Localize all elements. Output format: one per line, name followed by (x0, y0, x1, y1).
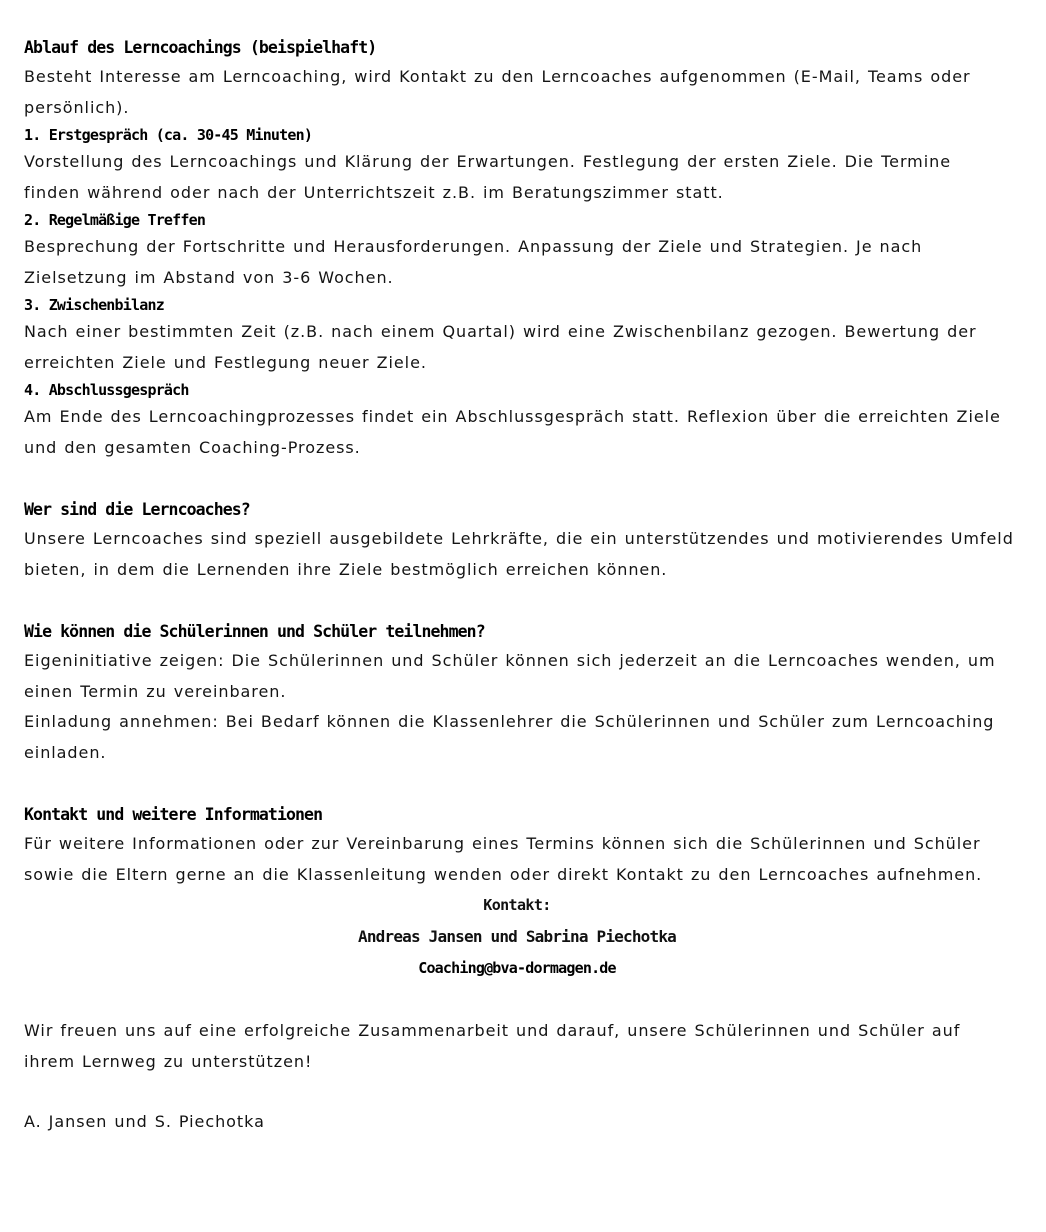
section-kontakt (24, 801, 1014, 983)
kontakt-heading: Kontakt und weitere Informationen (24, 805, 323, 824)
document-page (24, 34, 1014, 1138)
coaches-text: Unsere Lerncoaches sind speziell ausgebildete Lehrkräfte, die ein unterstützendes und motivierendes Umfeld bieten, in dem die Lernenden ihre Ziele bestmöglich erreichen können. (24, 529, 1014, 579)
step-2-title: 2. Regelmäßige Treffen (24, 211, 206, 229)
step-1-title: 1. Erstgespräch (ca. 30-45 Minuten) (24, 126, 313, 144)
step-3-text: Nach einer bestimmten Zeit (z.B. nach einem Quartal) wird eine Zwischenbilanz gezogen. Bewertung der erreichten Ziele und Festlegung neuer Ziele. (24, 322, 977, 372)
contact-block (24, 890, 1010, 983)
contact-label: Kontakt: (483, 896, 551, 914)
step-2-text: Besprechung der Fortschritte und Herausforderungen. Anpassung der Ziele und Strategien. Je nach Zielsetzung im Abstand von 3-6 Wochen. (24, 237, 923, 287)
signature: A. Jansen und S. Piechotka (24, 1112, 265, 1131)
step-2 (24, 208, 1014, 293)
step-4-text: Am Ende des Lerncoachingprozesses findet ein Abschlussgespräch statt. Reflexion über die erreichten Ziele und den gesamten Coaching-Prozess. (24, 407, 1001, 457)
spacer (24, 1077, 1014, 1107)
kontakt-text: Für weitere Informationen oder zur Vereinbarung eines Termins können sich die Schülerinnen und Schüler sowie die Eltern gerne an die Klassenleitung wenden oder direkt Kontakt zu den Lerncoaches aufnehmen. (24, 834, 983, 884)
coaches-heading: Wer sind die Lerncoaches? (24, 500, 250, 519)
teilnahme-heading: Wie können die Schülerinnen und Schüler teilnehmen? (24, 622, 485, 641)
step-1-text: Vorstellung des Lerncoachings und Klärung der Erwartungen. Festlegung der ersten Ziele. Die Termine finden während oder nach der Unterrichtszeit z.B. im Beratungszimmer statt. (24, 152, 952, 202)
contact-email-link[interactable]: Coaching@bva-dormagen.de (418, 959, 616, 977)
section-ablauf (24, 34, 1014, 463)
section-teilnahme (24, 618, 1014, 768)
spacer (24, 585, 1014, 618)
teilnahme-einladung: Einladung annehmen: Bei Bedarf können die Klassenlehrer die Schülerinnen und Schüler zum Lerncoaching einladen. (24, 712, 995, 762)
ablauf-intro: Besteht Interesse am Lerncoaching, wird Kontakt zu den Lerncoaches aufgenommen (E-Mail, Teams oder persönlich). (24, 67, 971, 117)
spacer (24, 768, 1014, 801)
closing-text: Wir freuen uns auf eine erfolgreiche Zusammenarbeit und darauf, unsere Schülerinnen und Schüler auf ihrem Lernweg zu unterstützen! (24, 1021, 961, 1071)
contact-names: Andreas Jansen und Sabrina Piechotka (358, 927, 676, 946)
step-4-title: 4. Abschlussgespräch (24, 381, 189, 399)
section-closing (24, 1016, 1014, 1138)
section-coaches (24, 496, 1014, 585)
step-3-title: 3. Zwischenbilanz (24, 296, 164, 314)
spacer (24, 983, 1014, 1016)
ablauf-heading: Ablauf des Lerncoachings (beispielhaft) (24, 38, 377, 57)
spacer (24, 463, 1014, 496)
teilnahme-eigeninitiative: Eigeninitiative zeigen: Die Schülerinnen und Schüler können sich jederzeit an die Lerncoaches wenden, um einen Termin zu vereinbaren. (24, 651, 996, 701)
step-3 (24, 293, 1014, 378)
step-1 (24, 123, 1014, 208)
step-4 (24, 378, 1014, 463)
